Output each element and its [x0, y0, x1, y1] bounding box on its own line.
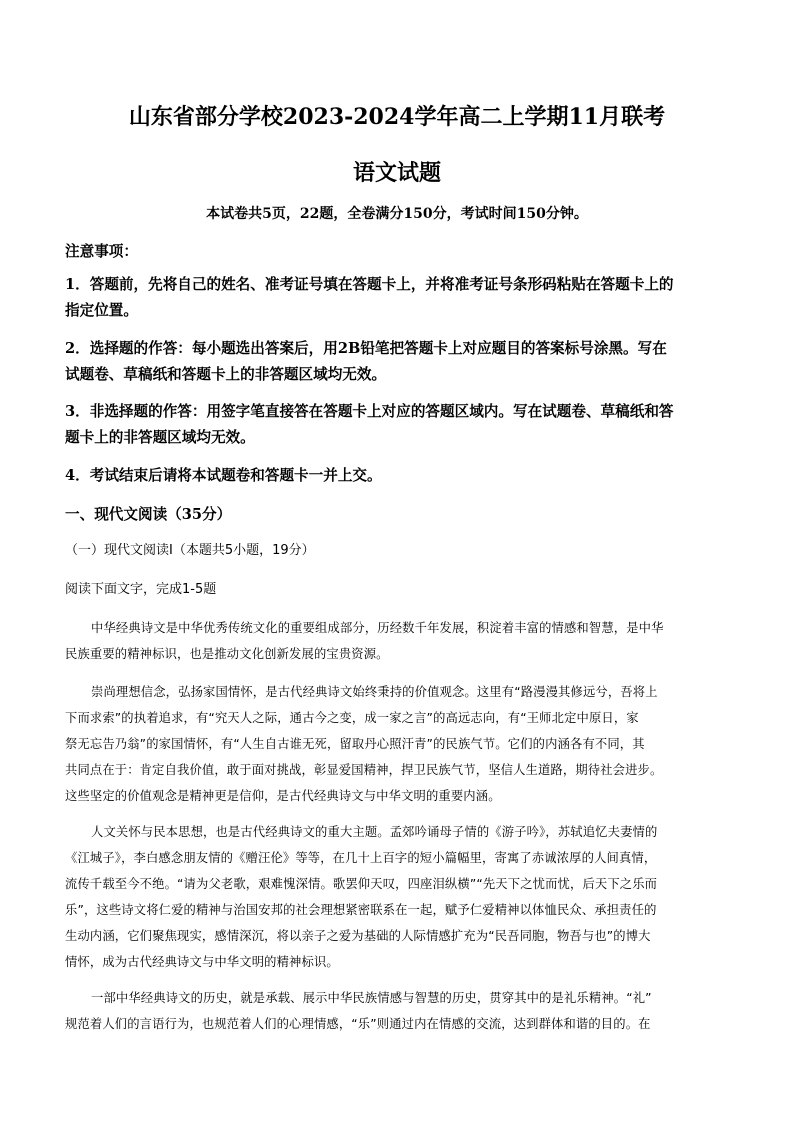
section-subheading: （一）现代文阅读Ⅰ（本题共5小题，19分） — [65, 543, 315, 558]
exam-title: 山东省部分学校2023-2024学年高二上学期11月联考 — [128, 104, 666, 130]
note-item-1-line-2: 指定位置。 — [65, 302, 138, 319]
passage-p4-line-2: 规范着人们的言语行为，也规范着人们的心理情感，“乐”则通过内在情感的交流，达到群体和谐的目的。在 — [65, 1017, 651, 1031]
note-item-3-line-2: 题卡上的非答题区域均无效。 — [65, 429, 255, 446]
passage-p2-line-2: 下而求索”的执着追求，有“究天人之际，通古今之变，成一家之言”的高远志向，有“王师北定中原日，家 — [65, 711, 639, 725]
passage-p3-line-4: 乐”，这些诗文将仁爱的精神与治国安邦的社会理想紧密联系在一起，赋予仁爱精神以体恤民众、承担责任的 — [65, 903, 657, 917]
passage-p3-line-6: 情怀，成为古代经典诗文与中华文明的精神标识。 — [65, 955, 339, 969]
reading-instruction: 阅读下面文字，完成1-5题 — [65, 582, 217, 597]
notes-heading: 注意事项： — [65, 243, 138, 260]
passage-p3-line-2: 《江城子》，李白感念朋友情的《赠汪伦》等等，在几十上百字的短小篇幅里，寄寓了赤诚浓厚的人间真情， — [65, 851, 657, 865]
section-heading: 一、现代文阅读（35分） — [65, 506, 232, 523]
passage-p4-line-1: 一部中华经典诗文的历史，就是承载、展示中华民族情感与智慧的历史，贯穿其中的是礼乐精神。“礼” — [91, 991, 652, 1005]
passage-p3-line-3: 流传千载至今不绝。“请为父老歌，艰难愧深情。歌罢仰天叹，四座泪纵横”“先天下之忧而忧，后天下之乐而 — [65, 877, 658, 891]
passage-p3-line-5: 生动内涵，它们聚焦现实，感情深沉，将以亲子之爱为基础的人际情感扩充为“民吾同胞，物吾与也”的博大 — [65, 929, 651, 943]
note-item-4-line-1: 4．考试结束后请将本试题卷和答题卡一并上交。 — [65, 467, 382, 484]
note-item-2-line-1: 2．选择题的作答：每小题选出答案后，用2B铅笔把答题卡上对应题目的答案标号涂黑。写在 — [65, 340, 667, 357]
passage-p2-line-1: 崇尚理想信念，弘扬家国情怀，是古代经典诗文始终秉持的价值观念。这里有“路漫漫其修远兮，吾将上 — [91, 685, 658, 699]
passage-p2-line-3: 祭无忘告乃翁”的家国情怀，有“人生自古谁无死，留取丹心照汗青”的民族气节。它们的内涵各有不同，其 — [65, 737, 645, 751]
note-item-3-line-1: 3．非选择题的作答：用签字笔直接答在答题卡上对应的答题区域内。写在试题卷、草稿纸和答 — [65, 403, 674, 420]
passage-p2-line-5: 这些坚定的价值观念是精神更是信仰，是古代经典诗文与中华文明的重要内涵。 — [65, 789, 501, 803]
passage-p3-line-1: 人文关怀与民本思想，也是古代经典诗文的重大主题。孟郊吟诵母子情的《游子吟》，苏轼追忆夫妻情的 — [91, 825, 658, 839]
passage-p1-line-2: 民族重要的精神标识，也是推动文化创新发展的宝贵资源。 — [65, 647, 389, 661]
passage-p2-line-4: 共同点在于：肯定自我价值，敢于面对挑战，彰显爱国精神，捍卫民族气节，坚信人生道路，期待社会进步。 — [65, 763, 663, 777]
note-item-1-line-1: 1．答题前，先将自己的姓名、准考证号填在答题卡上，并将准考证号条形码粘贴在答题卡上的 — [65, 276, 674, 293]
passage-p1-line-1: 中华经典诗文是中华优秀传统文化的重要组成部分，历经数千年发展，积淀着丰富的情感和智慧，是中华 — [91, 621, 664, 635]
note-item-2-line-2: 试题卷、草稿纸和答题卡上的非答题区域均无效。 — [65, 366, 387, 383]
exam-info: 本试卷共5页，22题，全卷满分150分，考试时间150分钟。 — [206, 206, 588, 222]
subject-title: 语文试题 — [352, 160, 441, 186]
